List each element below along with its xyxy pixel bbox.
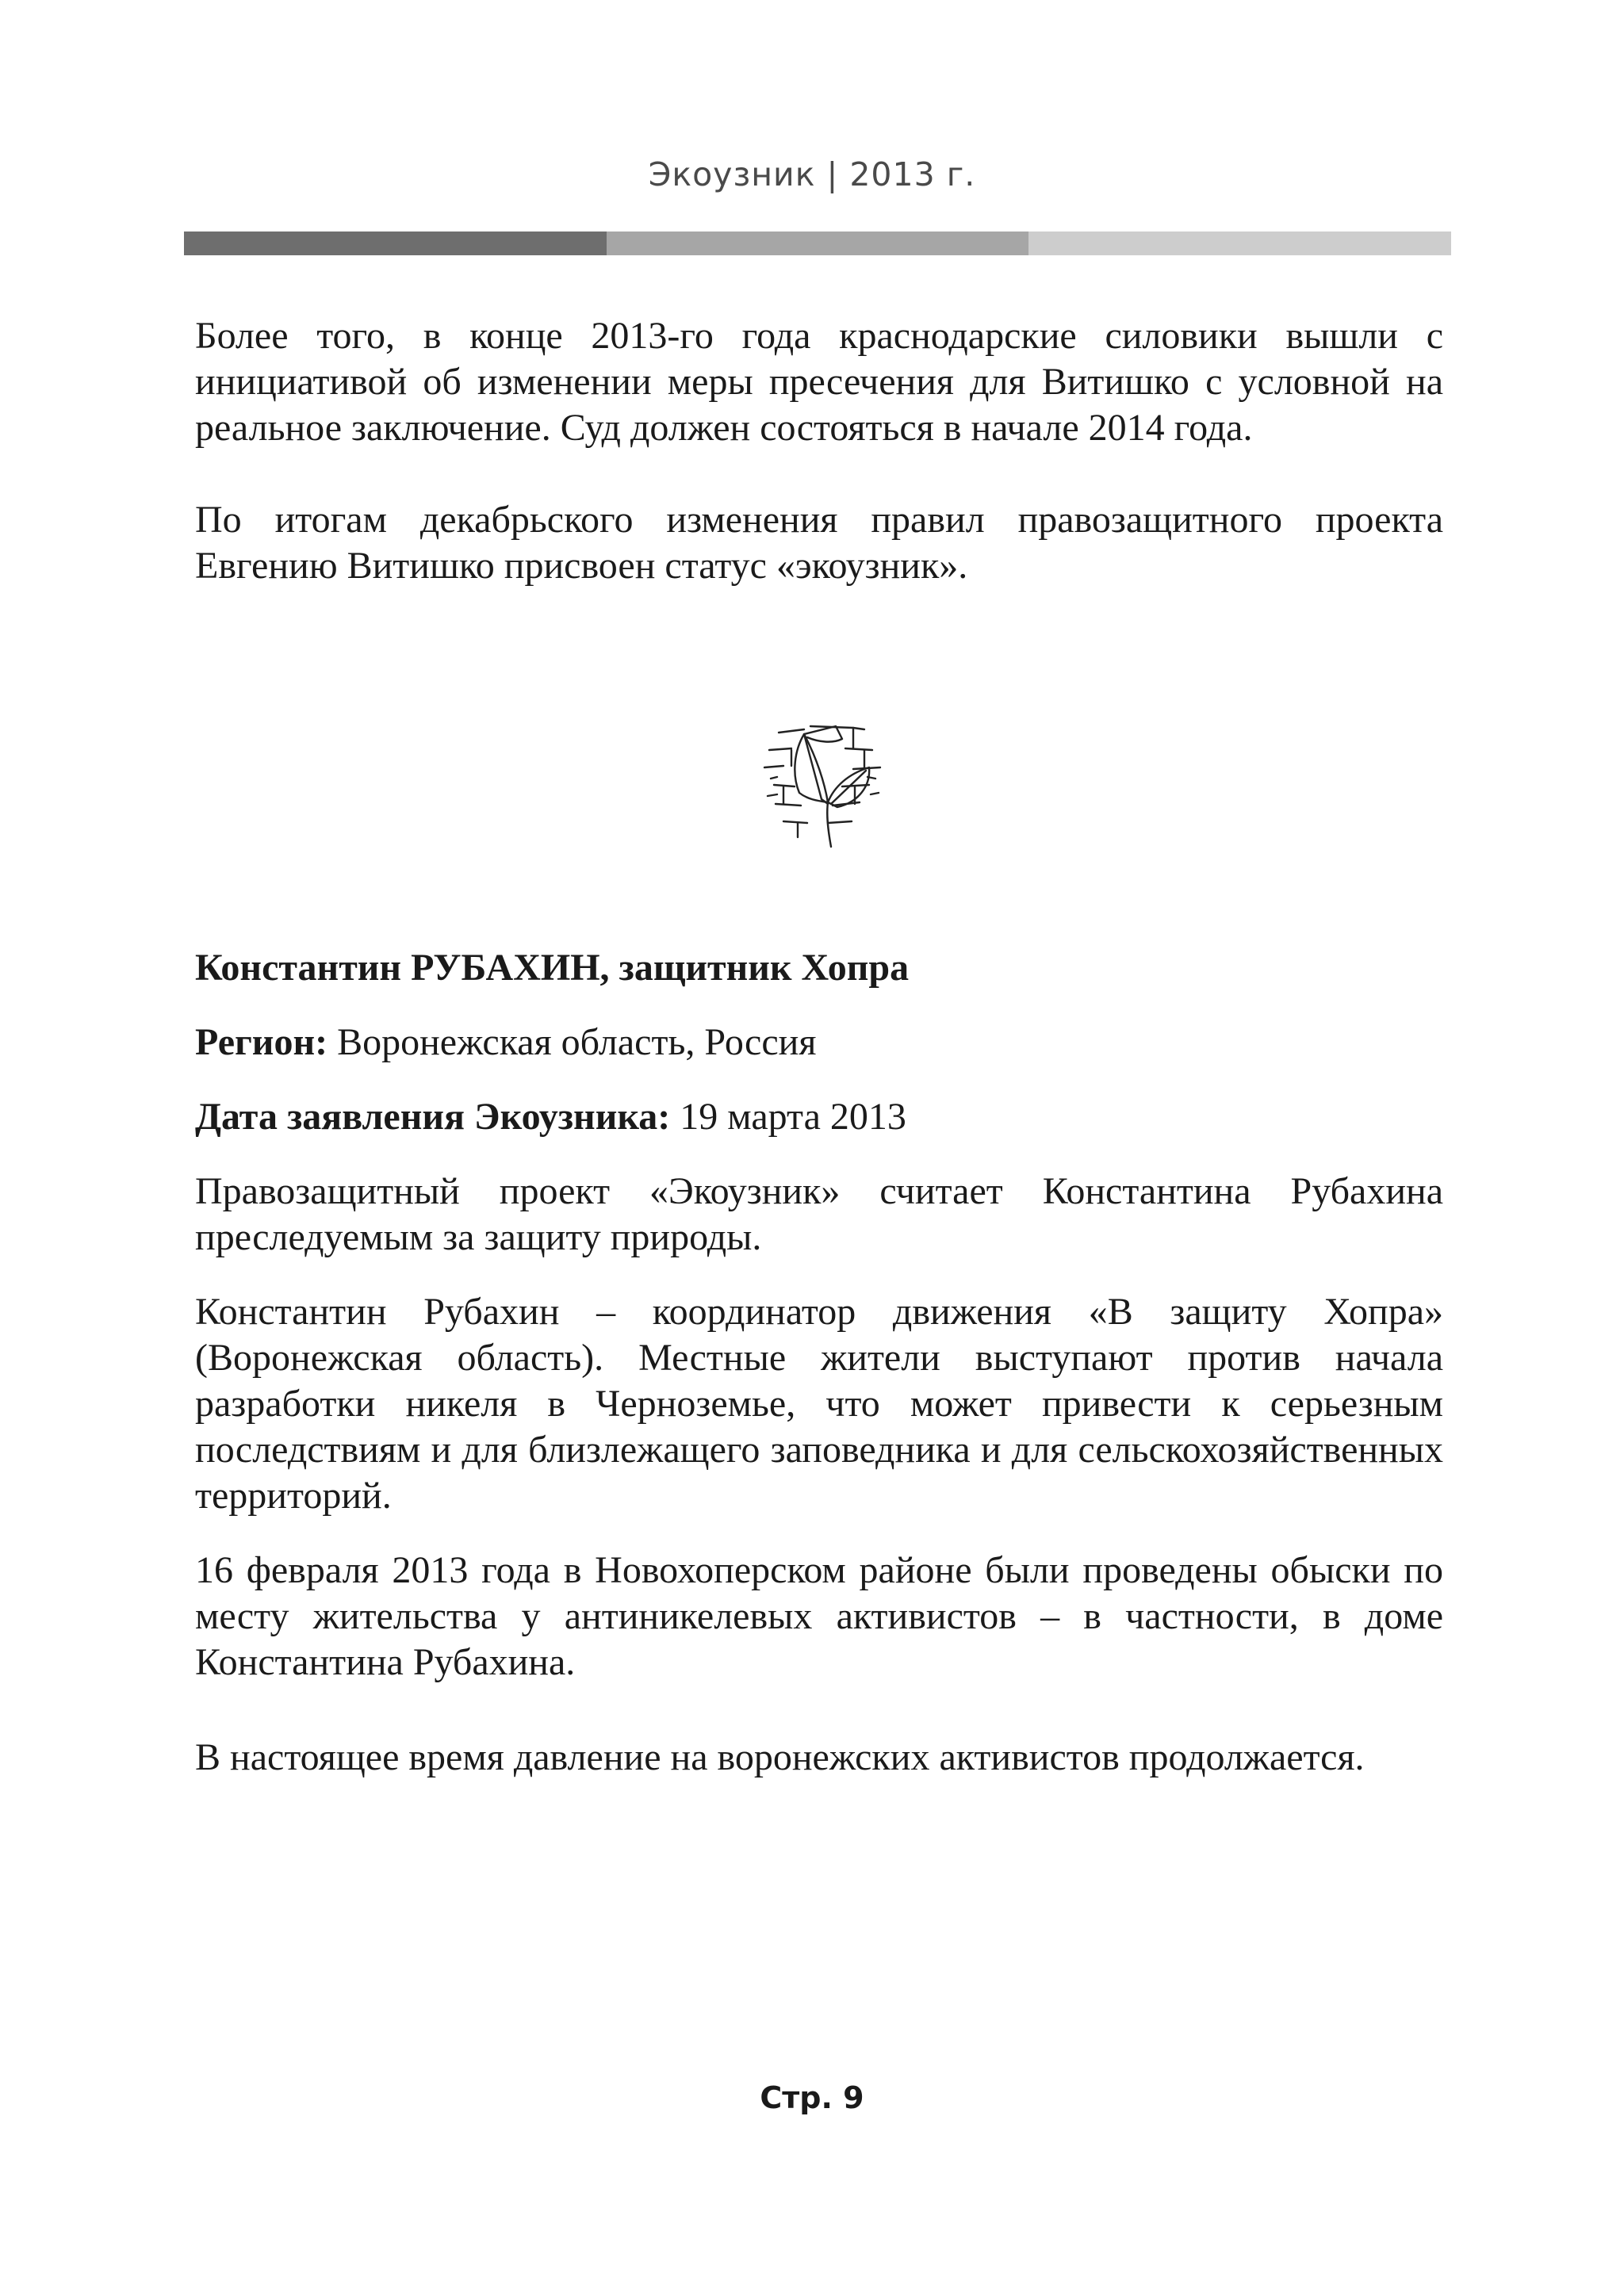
header-bar-segment-light	[1028, 232, 1451, 255]
running-header: Экоузник | 2013 г.	[648, 155, 976, 193]
date-label: Дата заявления Экоузника:	[195, 1096, 671, 1138]
header-divider-bar	[184, 232, 1451, 255]
paragraph: В настоящее время давление на воронежских активистов продолжается.	[195, 1736, 1365, 1778]
paragraph: Константин Рубахин – координатор движения «В защиту Хопра» (Воронежская область). Местные жители выступают против начала разработки никеля в Черноземье, что может привести к серьезным последствиям и для близлежащего заповедника и для сельскохозяйственных территорий.	[195, 1291, 1443, 1517]
header-bar-segment-mid	[607, 232, 1029, 255]
header-bar-segment-dark	[184, 232, 607, 255]
region-line	[195, 1020, 1443, 1066]
date-value: 19 марта 2013	[670, 1096, 906, 1138]
paragraph: Правозащитный проект «Экоузник» считает Константина Рубахина преследуемым за защиту природы.	[195, 1170, 1443, 1258]
sprout-in-brick-wall-icon	[760, 710, 887, 850]
region-label: Регион:	[195, 1021, 328, 1063]
date-line	[195, 1094, 1443, 1140]
page-number: Стр. 9	[760, 2080, 864, 2115]
paragraph: Более того, в конце 2013-го года краснодарские силовики вышли с инициативой об изменении меры пресечения для Витишко с условной на реальное заключение. Суд должен состояться в начале 2014 года.	[195, 315, 1443, 449]
person-heading: Константин РУБАХИН, защитник Хопра	[195, 947, 910, 989]
section-rubakhin	[195, 945, 1443, 1809]
paragraph: 16 февраля 2013 года в Новохоперском районе были проведены обыски по месту жительства у антиникелевых активистов – в частности, в доме Константина Рубахина.	[195, 1549, 1443, 1683]
region-value: Воронежская область, Россия	[327, 1021, 817, 1063]
paragraph: По итогам декабрьского изменения правил правозащитного проекта Евгению Витишко присвоен статус «экоузник».	[195, 499, 1443, 587]
section-vitishko-continued	[195, 313, 1443, 589]
